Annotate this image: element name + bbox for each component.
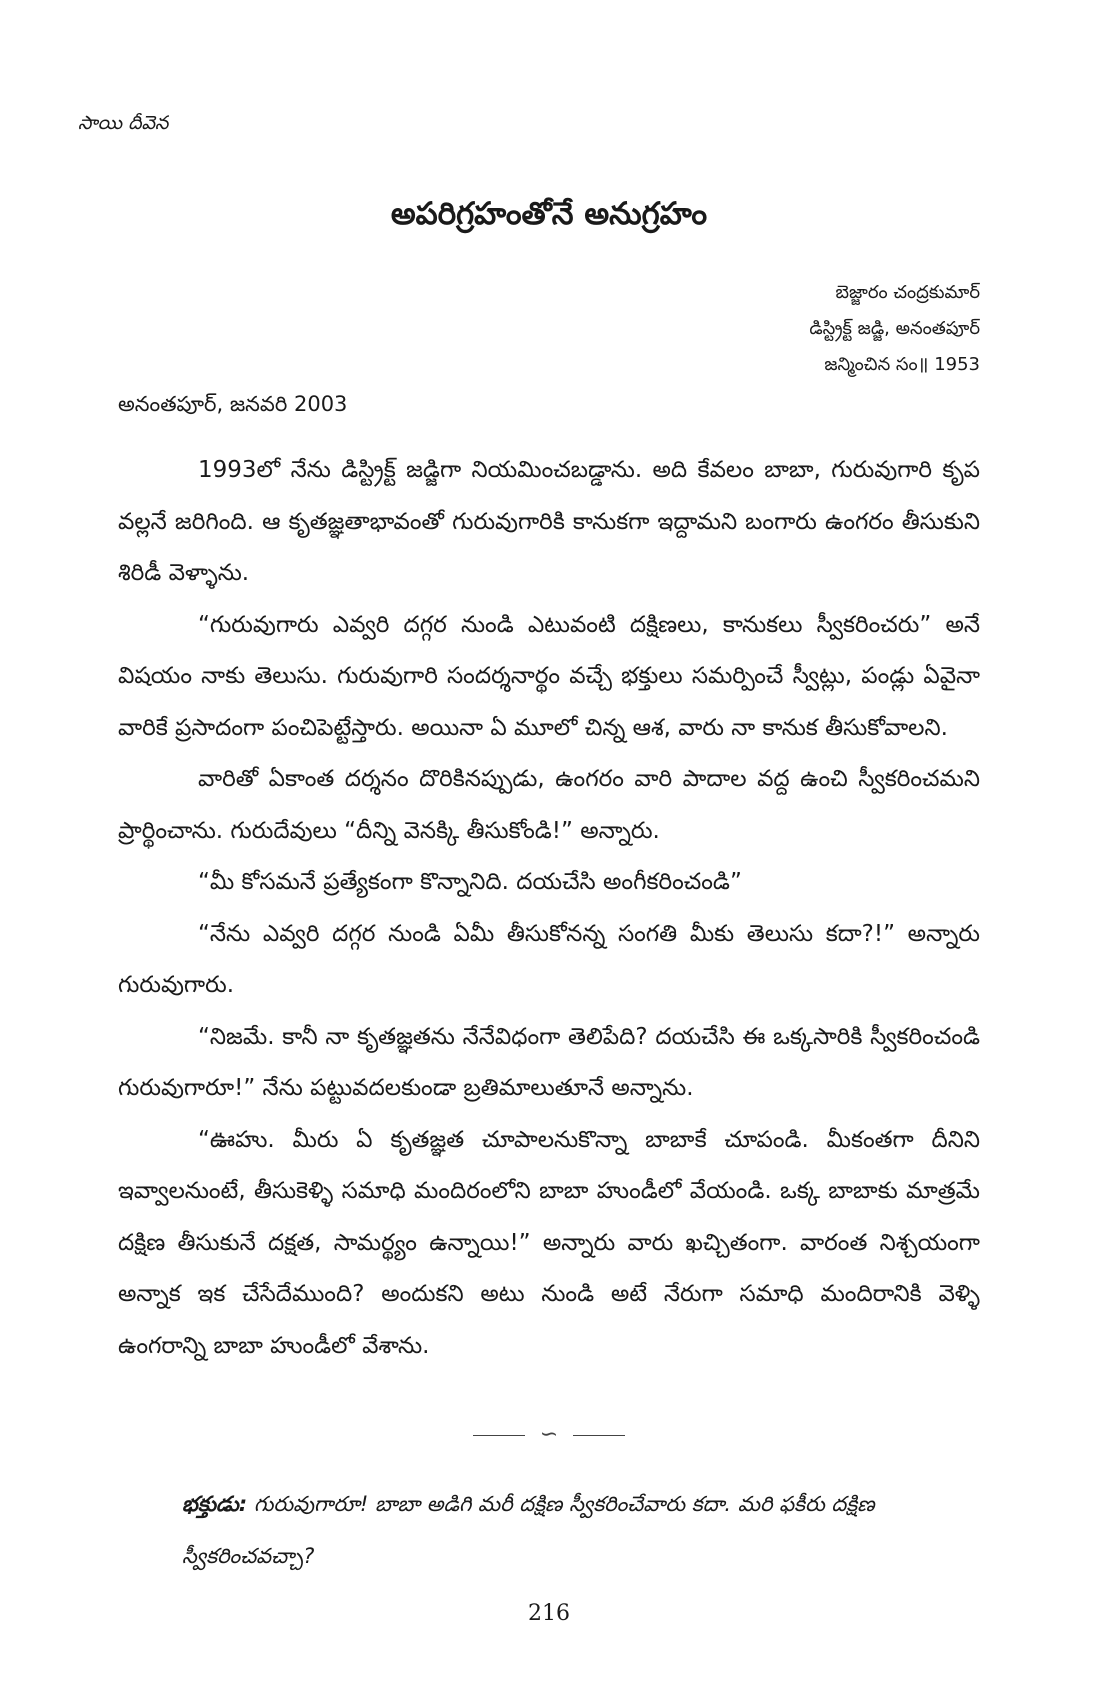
section-separator: [0, 1422, 1098, 1447]
author-designation: డిస్ట్రిక్ట్ జడ్జి, అనంతపూర్: [809, 318, 980, 339]
question-block: [182, 1478, 982, 1582]
author-block: [809, 275, 980, 383]
author-birth-year: జన్మించిన సం॥ 1953: [824, 354, 980, 375]
paragraph: “ఊహు. మీరు ఏ కృతజ్ఞత చూపాలనుకొన్నా బాబాకే చూపండి. మీకంతగా దీనిని ఇవ్వాలనుంటే, తీసుకెళ్ళి సమాధి మందిరంలోని బాబా హుండీలో వేయండి. ఒక్క బాబాకు మాత్రమే దక్షిణ తీసుకునే దక్షత, సామర్థ్యం ఉన్నాయి!” అన్నారు వారు ఖచ్చితంగా. వారంత నిశ్చయంగా అన్నాక ఇక చేసేదేముంది? అందుకని అటు నుండి అటే నేరుగా సమాధి మందిరానికి వెళ్ళి ఉంగరాన్ని బాబా హుండీలో వేశాను.: [118, 1126, 980, 1359]
paragraph: 1993లో నేను డిస్ట్రిక్ట్ జడ్జిగా నియమించబడ్డాను. అది కేవలం బాబా, గురువుగారి కృప వల్లనే జరిగింది. ఆ కృతజ్ఞతాభావంతో గురువుగారికి కానుకగా ఇద్దామని బంగారు ఉంగరం తీసుకుని శిరిడీ వెళ్ళాను.: [118, 457, 980, 586]
author-name: బెజ్జారం చంద్రకుమార్: [835, 282, 980, 303]
separator-line-right: [573, 1435, 625, 1436]
dateline: అనంతపూర్, జనవరి 2003: [118, 392, 348, 416]
article-body: [118, 445, 980, 1372]
flourish-icon: ∽: [539, 1422, 559, 1447]
question-text: గురువుగారూ! బాబా అడిగి మరీ దక్షిణ స్వీకరించేవారు కదా. మరి ఫకీరు దక్షిణ స్వీకరించవచ్చా?: [182, 1492, 875, 1568]
article-title: అపరిగ్రహంతోనే అనుగ్రహం: [390, 196, 708, 232]
page-number: 216: [528, 1601, 570, 1626]
separator-line-left: [473, 1435, 525, 1436]
paragraph: వారితో ఏకాంత దర్శనం దొరికినప్పుడు, ఉంగరం వారి పాదాల వద్ద ఉంచి స్వీకరించమని ప్రార్థించాను. గురుదేవులు “దీన్ని వెనక్కి తీసుకోండి!” అన్నారు.: [118, 766, 980, 844]
paragraph: “నిజమే. కానీ నా కృతజ్ఞతను నేనేవిధంగా తెలిపేది? దయచేసి ఈ ఒక్కసారికి స్వీకరించండి గురువుగారూ!” నేను పట్టువదలకుండా బ్రతిమాలుతూనే అన్నాను.: [118, 1023, 980, 1101]
paragraph: “నేను ఎవ్వరి దగ్గర నుండి ఏమీ తీసుకోనన్న సంగతి మీకు తెలుసు కదా?!” అన్నారు గురువుగారు.: [118, 920, 980, 998]
question-speaker: భక్తుడు:: [182, 1492, 248, 1516]
paragraph: “మీ కోసమనే ప్రత్యేకంగా కొన్నానిది. దయచేసి అంగీకరించండి”: [198, 869, 742, 895]
running-header: సాయి దీవెన: [78, 112, 169, 134]
paragraph: “గురువుగారు ఎవ్వరి దగ్గర నుండి ఎటువంటి దక్షిణలు, కానుకలు స్వీకరించరు” అనే విషయం నాకు తెలుసు. గురువుగారి సందర్శనార్థం వచ్చే భక్తులు సమర్పించే స్వీట్లు, పండ్లు ఏవైనా వారికే ప్రసాదంగా పంచిపెట్టేస్తారు. అయినా ఏ మూలో చిన్న ఆశ, వారు నా కానుక తీసుకోవాలని.: [118, 611, 980, 741]
